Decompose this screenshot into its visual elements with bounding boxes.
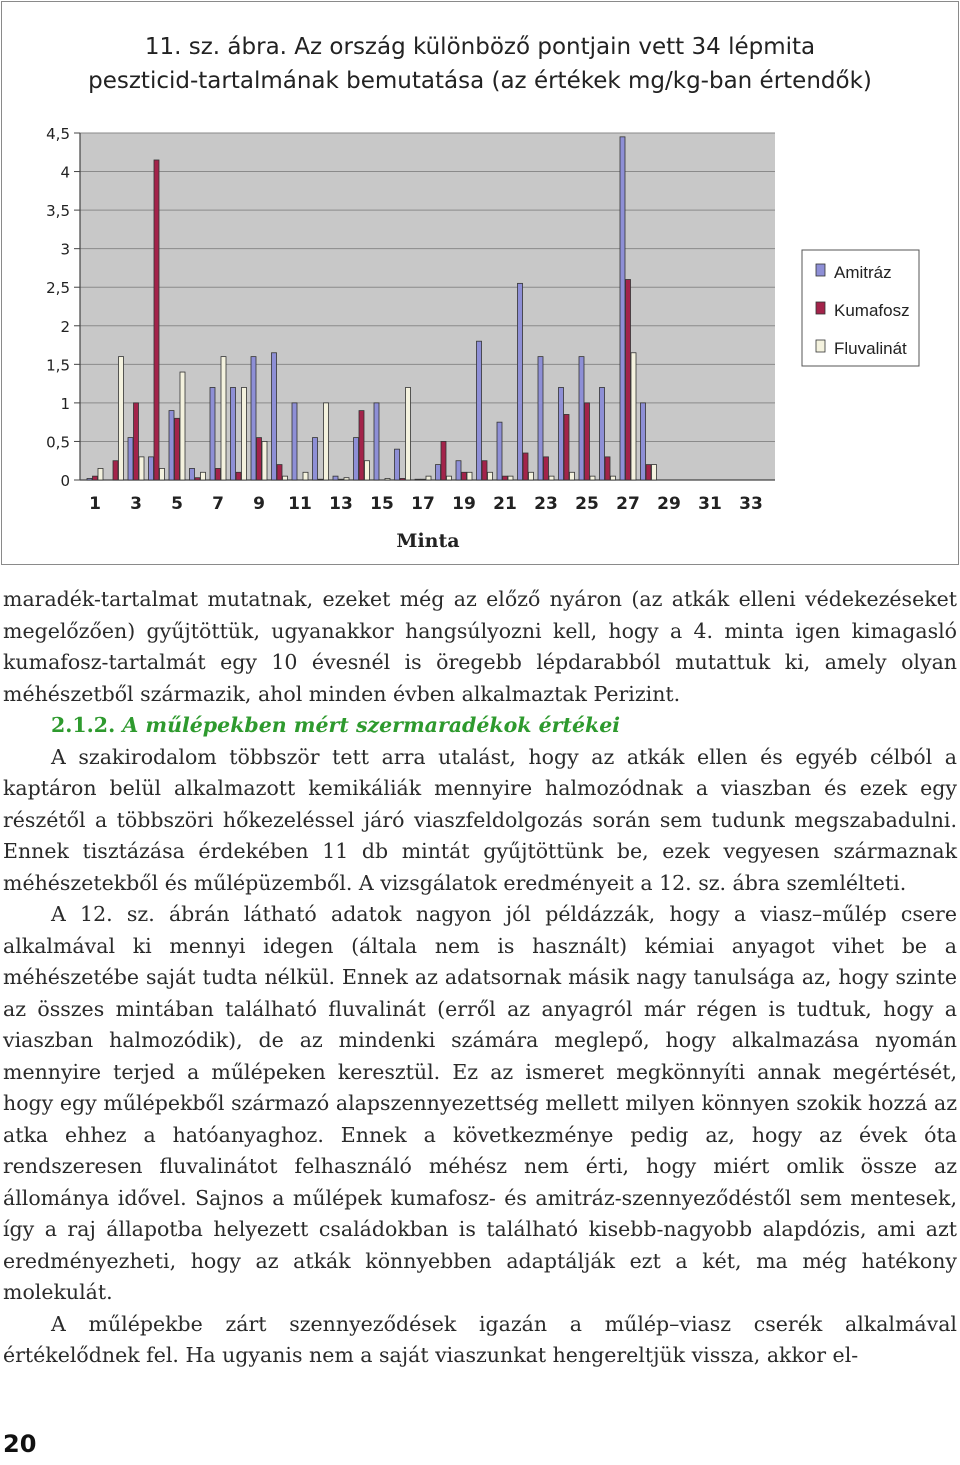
bar-amitráz xyxy=(620,137,625,480)
bar-fluvalinát xyxy=(590,476,595,480)
bar-fluvalinát xyxy=(139,457,144,480)
section-number: 2.1.2. xyxy=(51,713,116,737)
bar-fluvalinát xyxy=(447,476,452,480)
x-tick-label: 3 xyxy=(130,494,142,514)
bar-fluvalinát xyxy=(611,476,616,480)
y-tick-label: 0 xyxy=(60,472,70,490)
y-tick-label: 0,5 xyxy=(46,433,70,452)
bar-amitráz xyxy=(87,478,92,480)
bar-amitráz xyxy=(210,387,215,480)
x-tick-label: 25 xyxy=(575,494,599,514)
chart-title-line: 11. sz. ábra. Az ország különböző pontjain vett 34 lépmita xyxy=(144,34,816,60)
x-tick-label: 9 xyxy=(253,494,265,514)
y-tick-label: 3 xyxy=(60,240,70,259)
bar-kumafosz xyxy=(523,453,528,480)
bar-kumafosz xyxy=(154,160,159,480)
bar-kumafosz xyxy=(482,461,487,480)
paragraph-4: A műlépekbe zárt szennyeződések igazán a műlép–viasz cserék alkalmával értékelődnek fel. Ha ugyanis nem a saját viaszunkat hengereltjük vissza, akkor el- xyxy=(3,1311,957,1367)
bar-amitráz xyxy=(272,353,277,480)
bar-fluvalinát xyxy=(652,465,657,480)
bar-kumafosz xyxy=(359,411,364,480)
chart-title-line: peszticid-tartalmának bemutatása (az értékek mg/kg-ban értendők) xyxy=(88,68,872,94)
bar-fluvalinát xyxy=(385,478,390,480)
bar-fluvalinát xyxy=(283,476,288,480)
bar-fluvalinát xyxy=(426,476,431,480)
y-tick-label: 3,5 xyxy=(46,202,70,221)
x-tick-label: 5 xyxy=(171,494,183,514)
bar-fluvalinát xyxy=(303,472,308,480)
bar-kumafosz xyxy=(257,438,262,480)
bar-kumafosz xyxy=(503,476,508,480)
bar-kumafosz xyxy=(195,478,200,480)
bar-amitráz xyxy=(641,403,646,480)
body-text xyxy=(3,584,957,1372)
legend-swatch xyxy=(816,302,825,314)
bar-fluvalinát xyxy=(119,357,124,480)
bar-amitráz xyxy=(579,357,584,480)
bar-fluvalinát xyxy=(529,472,534,480)
y-tick-label: 1,5 xyxy=(46,356,70,375)
bar-amitráz xyxy=(128,438,133,480)
bar-kumafosz xyxy=(216,468,221,480)
bar-fluvalinát xyxy=(570,472,575,480)
x-tick-label: 31 xyxy=(698,494,722,514)
bar-kumafosz xyxy=(421,479,426,480)
legend-swatch xyxy=(816,340,825,352)
bar-fluvalinát xyxy=(488,472,493,480)
bar-amitráz xyxy=(497,422,502,480)
bar-fluvalinát xyxy=(467,472,472,480)
bar-kumafosz xyxy=(134,403,139,480)
bar-kumafosz xyxy=(544,457,549,480)
bar-fluvalinát xyxy=(180,372,185,480)
bar-fluvalinát xyxy=(262,441,267,480)
bar-amitráz xyxy=(477,341,482,480)
bar-fluvalinát xyxy=(242,387,247,480)
page-number: 20 xyxy=(3,1430,37,1458)
bar-amitráz xyxy=(354,438,359,480)
x-tick-label: 17 xyxy=(411,494,435,514)
y-tick-label: 1 xyxy=(60,394,70,413)
bar-fluvalinát xyxy=(160,468,165,480)
y-tick-label: 2,5 xyxy=(46,279,70,298)
bar-kumafosz xyxy=(277,465,282,480)
x-tick-label: 23 xyxy=(534,494,558,514)
x-tick-label: 19 xyxy=(452,494,476,514)
bar-fluvalinát xyxy=(324,403,329,480)
bar-amitráz xyxy=(190,468,195,480)
bar-kumafosz xyxy=(605,457,610,480)
section-heading xyxy=(3,710,957,742)
bar-amitráz xyxy=(149,457,154,480)
bar-amitráz xyxy=(436,465,441,480)
bar-amitráz xyxy=(374,403,379,480)
bar-amitráz xyxy=(600,387,605,480)
x-tick-label: 1 xyxy=(89,494,101,514)
y-tick-label: 2 xyxy=(60,317,70,336)
bar-amitráz xyxy=(559,387,564,480)
bar-fluvalinát xyxy=(98,468,103,480)
legend-label: Amitráz xyxy=(834,263,892,282)
paragraph-3: A 12. sz. ábrán látható adatok nagyon jól példázzák, hogy a viasz–műlép csere alkalmával ki mennyi idegen (általa nem is használt) kémiai anyagot vihet be a méhészetébe saját tudta nélkül. Ennek az adatsornak másik nagy tanulsága az, hogy szinte az összes mintában található fluvalinát (erről az anyagról már régen is tudtuk, hogy a viaszban halmozódik), de az mindenki számára meglepő, hogy alkalmazása nyomán mennyire terjed a műlépeken keresztül. Ez az ismeret megkönnyíti annak megértését, hogy egy műlépekből származó alapszennyezettség mellett milyen könnyen szokik hozzá az atka ehhez a hatóanyaghoz. Ennek a következménye pedig az, hogy az évek óta rendszeresen fluvalinátot felhasználó méhész nem érti, hogy miért omlik össze az állománya idővel. Sajnos a műlépek kumafosz- és amitráz-szennyeződéstől sem mentesek, így a raj állapotba helyezett családokban is található kisebb-nagyobb alapdózis, ami azt eredményezheti, hogy az atkák könnyebben adaptálják ezt a két, ma még hatékony molekulát. xyxy=(3,902,957,1304)
bar-fluvalinát xyxy=(406,387,411,480)
x-tick-label: 21 xyxy=(493,494,517,514)
legend-swatch xyxy=(816,264,825,276)
bar-kumafosz xyxy=(646,465,651,480)
x-tick-label: 27 xyxy=(616,494,640,514)
bar-fluvalinát xyxy=(344,478,349,480)
bar-fluvalinát xyxy=(549,476,554,480)
bar-amitráz xyxy=(415,479,420,480)
bar-amitráz xyxy=(538,357,543,480)
chart-title xyxy=(88,34,872,94)
bar-kumafosz xyxy=(564,414,569,480)
bar-kumafosz xyxy=(236,472,241,480)
bar-kumafosz xyxy=(626,280,631,480)
bar-kumafosz xyxy=(93,476,98,480)
y-tick-label: 4 xyxy=(60,163,70,182)
bar-kumafosz xyxy=(441,441,446,480)
bar-amitráz xyxy=(313,438,318,480)
bar-amitráz xyxy=(251,357,256,480)
bar-kumafosz xyxy=(113,461,118,480)
bar-kumafosz xyxy=(318,479,323,480)
paragraph-2: A szakirodalom többször tett arra utalást, hogy az atkák ellen és egyéb célból a kaptáron belül alkalmazott kemikáliák mennyire halmozódnak a viaszban és ezek egy részétől a többszöri hőkezeléssel járó viaszfeldolgozás során sem tudunk megszabadulni. Ennek tisztázása érdekében 11 db mintát gyűjtöttünk be, ezek vegyesen származnak méhészetekből és műlépüzemből. A vizsgálatok eredményeit a 12. sz. ábra szemlélteti. xyxy=(3,744,957,895)
bar-kumafosz xyxy=(339,479,344,480)
bar-fluvalinát xyxy=(221,357,226,480)
bar-amitráz xyxy=(456,461,461,480)
bar-kumafosz xyxy=(400,478,405,480)
legend-label: Kumafosz xyxy=(834,301,910,320)
x-tick-label: 29 xyxy=(657,494,681,514)
bar-amitráz xyxy=(395,449,400,480)
bar-fluvalinát xyxy=(508,476,513,480)
x-tick-label: 11 xyxy=(288,494,312,514)
paragraph-1: maradék-tartalmat mutatnak, ezeket még az előző nyáron (az atkák elleni védekezéseket megelőzően) gyűjtöttük, ugyanakkor hangsúlyozni kell, hogy a 4. minta igen kimagasló kumafosz-tartalmát egy 10 évesnél is öregebb lépdarabból mutattuk ki, amely olyan méhészetből származik, ahol minden évben alkalmaztak Perizint. xyxy=(3,587,957,706)
x-tick-label: 15 xyxy=(370,494,394,514)
bar-amitráz xyxy=(518,283,523,480)
bar-fluvalinát xyxy=(631,353,636,480)
x-tick-label: 33 xyxy=(739,494,763,514)
x-tick-label: 13 xyxy=(329,494,353,514)
x-tick-label: 7 xyxy=(212,494,224,514)
bar-kumafosz xyxy=(462,472,467,480)
figure-frame xyxy=(1,1,959,565)
bar-amitráz xyxy=(292,403,297,480)
bar-amitráz xyxy=(231,387,236,480)
y-tick-label: 4,5 xyxy=(46,125,70,143)
legend-label: Fluvalinát xyxy=(834,339,907,358)
bar-fluvalinát xyxy=(201,472,206,480)
bar-fluvalinát xyxy=(365,461,370,480)
bar-kumafosz xyxy=(585,403,590,480)
bar-amitráz xyxy=(169,411,174,480)
pesticide-bar-chart xyxy=(2,2,958,564)
section-title: A műlépekben mért szermaradékok értékei xyxy=(122,713,621,737)
bar-kumafosz xyxy=(175,418,180,480)
bar-amitráz xyxy=(333,476,338,480)
x-axis-label: Minta xyxy=(396,530,460,552)
